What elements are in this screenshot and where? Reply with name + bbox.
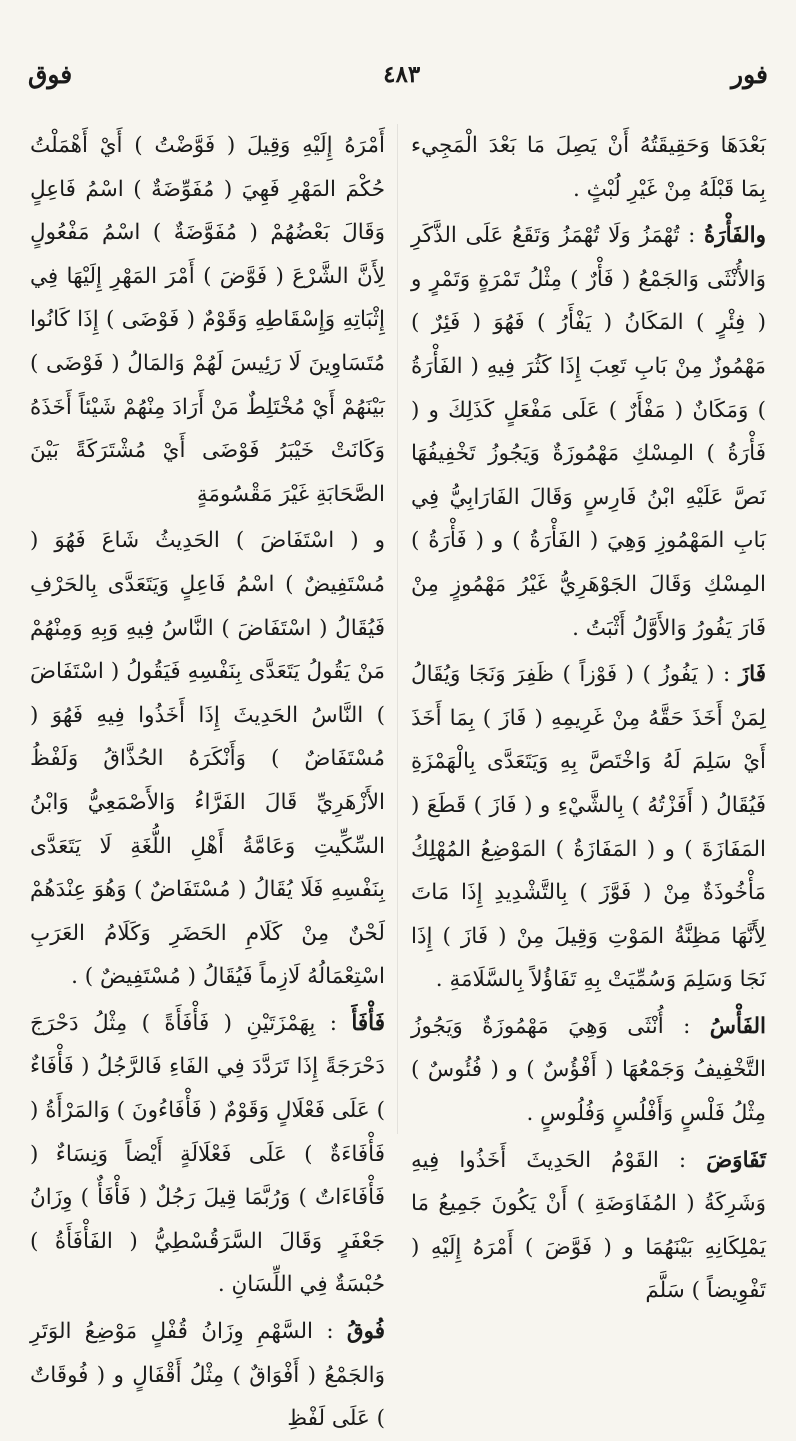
page-header: [28, 56, 768, 92]
entry-headword: تَفَاوَضَ: [706, 1147, 766, 1173]
entry: [411, 124, 766, 211]
entry: [30, 519, 385, 999]
entry: [411, 1139, 766, 1313]
entry-text: : السَّهْمِ وِزَانُ قُفْلٍ مَوْضِعُ الوَتَرِ وَالجَمْعُ ( أَفْوَاقٌ ) مِثْلُ أَقْفَالٍ و ( فُوقَاتٌ ) عَلَى لَفْظِ: [30, 1319, 385, 1432]
entry-headword: والفَأْرَةُ: [704, 223, 766, 249]
entry-text: بَعْدَهَا وَحَقِيقَتُهُ أَنْ يَصِلَ مَا بَعْدَ الْمَجِيء بِمَا قَبْلَهُ مِنْ غَيْرِ لُبْثٍ .: [411, 133, 766, 202]
entry: [30, 1002, 385, 1307]
entry: [30, 1310, 385, 1441]
header-left-word: فوق: [28, 59, 73, 89]
entry-text: : تُهْمَزُ وَلَا تُهْمَزُ وَتَقَعُ عَلَى الذَّكَرِ وَالأُنْثَى وَالجَمْعُ ( فَأْرٌ ) مِثْلُ تَمْرَةٍ وَتَمْرٍ و ( فِئْرٍ ) المَكَانُ ( يَفْأَرُ ) فَهُوَ ( فَئِرٌ ) مَهْمُوزٌ مِنْ بَابِ تَعِبَ إِذَا كَثُرَ فِيهِ ( الفَأْرَةُ ) وَمَكَانٌ ( مَفْأَرٌ ) عَلَى مَفْعَلٍ كَذَلِكَ و ( فَأْرَةُ ) المِسْكِ مَهْمُوزَةٌ وَيَجُوزُ تَخْفِيفُهَا نَصَّ عَلَيْهِ ابْنُ فَارِسٍ وَقَالَ الفَارَابِيُّ فِي بَابِ المَهْمُوزِ وَهِيَ ( الفَأْرَةُ ) و ( فَأْرَةُ ) المِسْكِ وَقَالَ الجَوْهَرِيُّ غَيْرُ مَهْمُوزٍ مِنْ فَارَ يَفُورُ وَالأَوَّلُ أَثْبَتُ .: [411, 223, 766, 641]
entry-text: أَمْرَهُ إِلَيْهِ وَقِيلَ ( فَوَّضْتُ ) أَيْ أَهْمَلْتُ حُكْمَ المَهْرِ فَهِيَ ( مُفَوِّضَةٌ ) اسْمُ فَاعِلٍ وَقَالَ بَعْضُهُمْ ( مُفَوَّضَةٌ ) اسْمُ مَفْعُولٍ لِأَنَّ الشَّرْعَ ( فَوَّضَ ) أَمْرَ المَهْرِ إِلَيْهَا فِي إِثْبَاتِهِ وَإِسْقَاطِهِ وَقَوْمٌ ( فَوْضَى ) إِذَا كَانُوا مُتَسَاوِينَ لَا رَئِيسَ لَهُمْ وَالمَالُ ( فَوْضَى ) بَيْنَهُمْ أَيْ مُخْتَلِطٌ مَنْ أَرَادَ مِنْهُمْ شَيْئاً أَخَذَهُ وَكَانَتْ خَيْبَرُ فَوْضَى أَيْ مُشْتَرَكَةً بَيْنَ الصَّحَابَةِ غَيْرَ مَقْسُومَةٍ: [30, 133, 385, 507]
entry-text: : أُنْثَى وَهِيَ مَهْمُوزَةٌ وَيَجُوزُ التَّخْفِيفُ وَجَمْعُهَا ( أَفْؤُسٌ ) و ( فُئُوسٌ ) مِثْلُ فَلْسٍ وَأَفْلُسٍ وَفُلُوسٍ .: [411, 1013, 766, 1127]
entry-headword: فَازَ: [738, 662, 766, 688]
page-number: ٤٨٣: [383, 60, 421, 88]
entry-text: : ( يَفُوزُ ) ( فَوْزاً ) ظَفِرَ وَنَجَا وَيُقَالُ لِمَنْ أَخَذَ حَقَّهُ مِنْ غَرِيمِهِ ( فَازَ ) بِمَا أَخَذَ أَيْ سَلِمَ لَهُ وَاخْتَصَّ بِهِ وَيَتَعَدَّى بِالْهَمْزَةِ فَيُقَالُ ( أَفَزْتُهُ ) بِالشَّيْءِ و ( فَازَ ) قَطَعَ ( المَفَازَةَ ) و ( المَفَازَةُ ) المَوْضِعُ المُهْلِكُ مَأْخُوذَةٌ مِنْ ( فَوَّزَ ) بِالتَّشْدِيدِ إِذَا مَاتَ لِأَنَّهَا مَظِنَّةُ المَوْتِ وَقِيلَ مِنْ ( فَازَ ) إِذَا نَجَا وَسَلِمَ وَسُمِّيَتْ بِهِ تَفَاؤُلاً بِالسَّلَامَةِ .: [411, 662, 766, 993]
entry-headword: الفَأْسُ: [709, 1013, 766, 1039]
entry-text: : بِهَمْزَتَيْنِ ( فَأْفَأَةً ) مِثْلُ دَحْرَجَ دَحْرَجَةً إِذَا تَرَدَّدَ فِي الفَاءِ فَالرَّجُلُ ( فَأْفَاءٌ ) عَلَى فَعْلَالٍ وَقَوْمٌ ( فَأْفَاءُونَ ) وَالمَرْأَةُ ( فَأْفَاءَةٌ ) عَلَى فَعْلَالَةٍ أَيْضاً وَنِسَاءٌ ( فَأْفَاءَاتٌ ) وَرُبَّمَا قِيلَ رَجُلٌ ( فَأْفَأٌ ) وِزَانُ جَعْفَرٍ وَقَالَ السَّرَقُسْطِيُّ ( الفَأْفَأَةُ ) حُبْسَةٌ فِي اللِّسَانِ .: [30, 1010, 385, 1298]
entry: [30, 124, 385, 516]
entry: [411, 214, 766, 650]
entry-text: : القَوْمُ الحَدِيثَ أَخَذُوا فِيهِ وَشَرِكَةُ ( المُفَاوَضَةِ ) أَنْ يَكُونَ جَمِيعُ مَا يَمْلِكَانِهِ بَيْنَهُمَا و ( فَوَّضَ ) أَمْرَهُ إِلَيْهِ ( تَفْوِيضاً ) سَلَّمَ: [411, 1147, 766, 1304]
right-column: [411, 124, 766, 1304]
entry: [411, 1005, 766, 1136]
column-divider: [397, 124, 398, 1134]
left-column: [30, 124, 385, 1432]
entry-text: و ( اسْتَفَاضَ ) الحَدِيثُ شَاعَ فَهُوَ ( مُسْتَفِيضٌ ) اسْمُ فَاعِلٍ وَيَتَعَدَّى بِالحَرْفِ فَيُقَالُ ( اسْتَفَاضَ ) النَّاسُ فِيهِ وَبِهِ وَمِنْهُمْ مَنْ يَقُولُ يَتَعَدَّى بِنَفْسِهِ فَيَقُولُ ( اسْتَفَاضَ ) النَّاسُ الحَدِيثَ إِذَا أَخَذُوا فِيهِ فَهُوَ ( مُسْتَفَاضٌ ) وَأَنْكَرَهُ الحُذَّاقُ وَلَفْظُ الأَزْهَرِيِّ قَالَ الفَرَّاءُ وَالأَصْمَعِيُّ وَابْنُ السِّكِّيتِ وَعَامَّةُ أَهْلِ اللُّغَةِ لَا يَتَعَدَّى بِنَفْسِهِ فَلَا يُقَالُ ( مُسْتَفَاضٌ ) وَهُوَ عِنْدَهُمْ لَحْنٌ مِنْ كَلَامِ الحَضَرِ وَكَلَامُ العَرَبِ اسْتِعْمَالُهُ لَازِماً فَيُقَالُ ( مُسْتَفِيضٌ ) .: [30, 528, 385, 990]
entry-headword: فُوقُ: [346, 1319, 385, 1345]
entry: [411, 653, 766, 1002]
header-right-word: فور: [731, 59, 768, 89]
entry-headword: فَأْفَأَ: [351, 1010, 385, 1036]
